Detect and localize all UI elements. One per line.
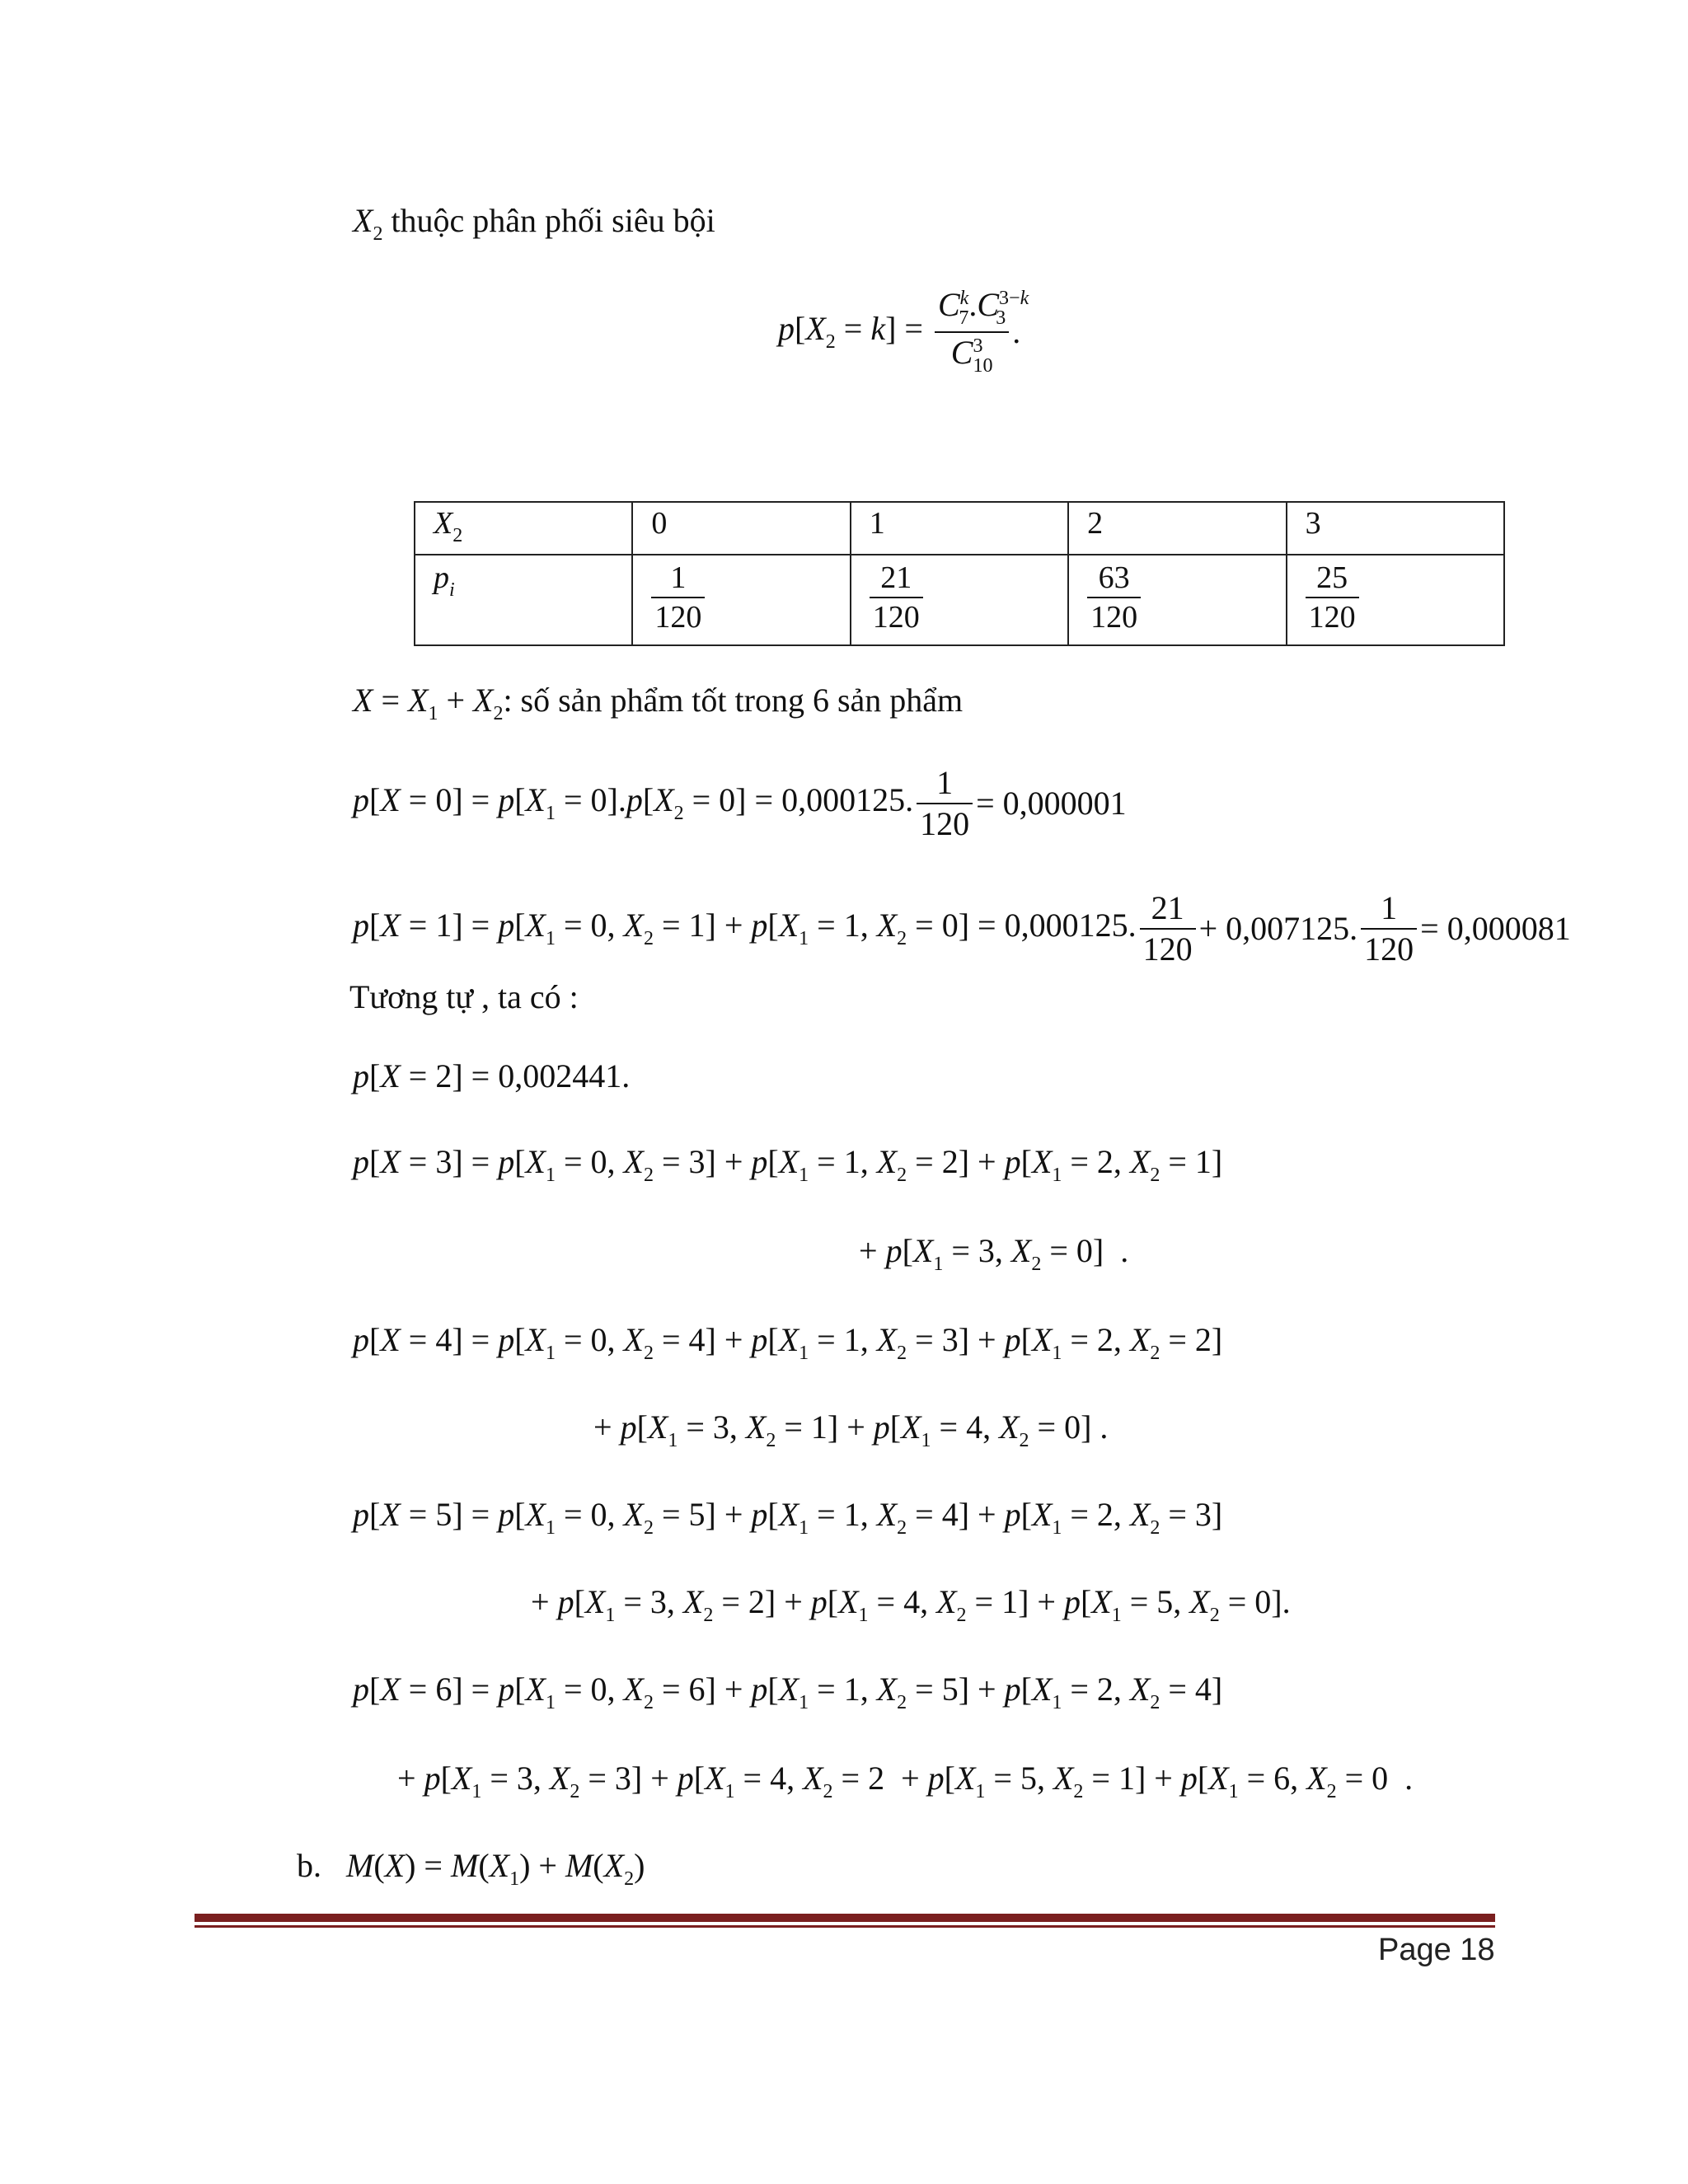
equation-p-x6: $p[X = 6] = p[X_1 = 0$, $X_2 = 6] + p[X_1 = 1$, $X_2 = 5] + p[X_1 = 2$, $X_2 = 4$]: [353, 1671, 1223, 1713]
table-cell: $\frac{25}{120}$: [1287, 555, 1504, 645]
part-b-line: b. $M(X) = M(X_1) + M(X_2)$: [297, 1847, 645, 1890]
heading-text: thuộc phân phối siêu bội: [391, 202, 715, 239]
equation-p-x5-continued: + $p[X_1 = 3$, $X_2 = 2] + p[X_1 = 4$, $X_2 = 1] + p[X_1 = 5$, $X_2 = 0$].: [531, 1583, 1291, 1626]
equation-p-x2: p[X = 2] = 0,002441.: [353, 1057, 631, 1094]
table-row: [415, 502, 1504, 555]
equation-p-x1: $p[X = 1] = p[X_1 = 0$, $X_2 = 1] + p[X_1 = 1$, $X_2 = 0] = 0,000125$. $\frac{21}{120}$ + 0,007125. $\frac{1}{120}$ = 0,000081: [353, 889, 1571, 968]
footer-rule-thin: [195, 1925, 1495, 1928]
distribution-table: [414, 501, 1505, 646]
table-cell: 0: [632, 502, 850, 555]
equation-p-x4-continued: + $p[X_1 = 3$, $X_2 = 1] + p[X_1 = 4$, $X_2 = 0$] .: [593, 1408, 1109, 1451]
equation-p-x5: $p[X = 5] = p[X_1 = 0$, $X_2 = 5] + p[X_1 = 1$, $X_2 = 4] + p[X_1 = 2$, $X_2 = 3$]: [353, 1496, 1223, 1539]
sum-definition-text: : số sản phẩm tốt trong 6 sản phẩm: [503, 682, 964, 719]
sum-definition-line: $X = X_1 + X_2$: số sản phẩm tốt trong 6 sản phẩm: [353, 682, 964, 724]
page-number: Page 18: [1378, 1933, 1495, 1967]
hypergeometric-formula: $p[X_2 = k]$ = $\frac{C^k_7.C^{3-k}_3}{C^3_{10}}$ .: [778, 286, 1029, 377]
table-row: [415, 555, 1504, 645]
table-cell: 1: [851, 502, 1068, 555]
table-row-label: $p_i$: [415, 555, 632, 645]
equation-p-x0: $p[X = 0] = p[X_1 = 0].p[X_2 = 0] = 0,000125$. $\frac{1}{120}$ = 0,000001: [353, 764, 1127, 842]
equation-p-x4: $p[X = 4] = p[X_1 = 0$, $X_2 = 4] + p[X_1 = 1$, $X_2 = 3] + p[X_1 = 2$, $X_2 = 2$]: [353, 1321, 1223, 1364]
table-row-label: $X_2$: [415, 502, 632, 555]
equation-p-x3-continued: + $p[X_1 = 3$, $X_2 = 0$] .: [859, 1232, 1129, 1275]
part-b-label: b.: [297, 1847, 321, 1884]
equation-p-x6-continued: + $p[X_1 = 3$, $X_2 = 3] + p[X_1 = 4$, $X_2 = 2 + p[X_1 = 5$, $X_2 = 1] + p[X_1 = 6$, $X_2 = 0$ .: [397, 1760, 1414, 1802]
similarly-text: Tương tự , ta có :: [349, 978, 579, 1015]
footer-rule: [195, 1914, 1495, 1922]
equation-p-x3: $p[X = 3] = p[X_1 = 0$, $X_2 = 3] + p[X_1 = 1$, $X_2 = 2] + p[X_1 = 2$, $X_2 = 1$]: [353, 1143, 1223, 1186]
table-cell: 2: [1068, 502, 1286, 555]
table-cell: $\frac{63}{120}$: [1068, 555, 1286, 645]
table-cell: $\frac{1}{120}$: [632, 555, 850, 645]
hypergeometric-heading: $X_2$ thuộc phân phối siêu bội: [353, 202, 715, 245]
table-cell: 3: [1287, 502, 1504, 555]
table-cell: $\frac{21}{120}$: [851, 555, 1068, 645]
